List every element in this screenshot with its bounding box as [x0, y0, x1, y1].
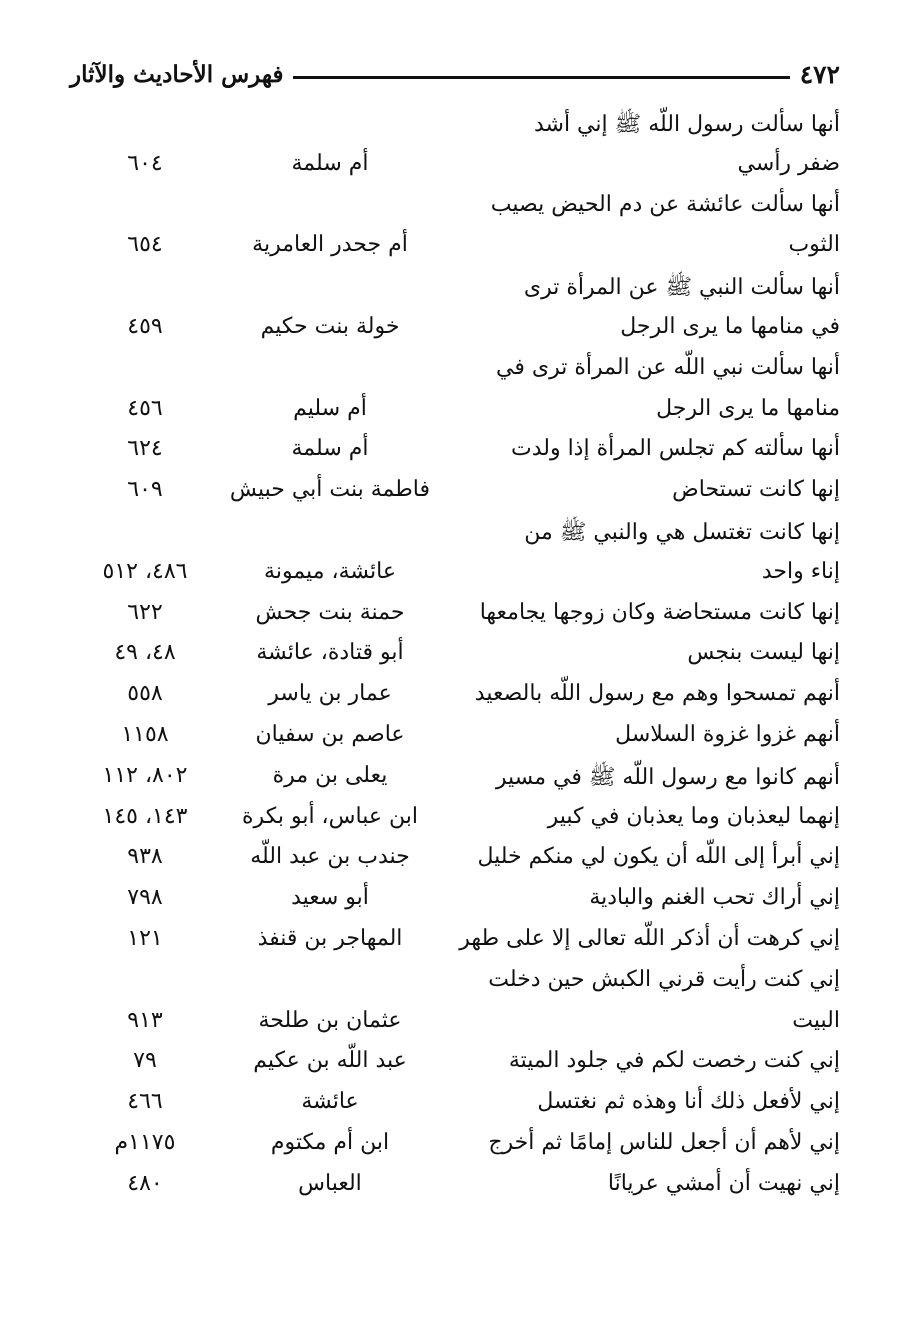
hadith-text: منامها ما يرى الرجل	[656, 395, 840, 421]
page-ref: ٤٨٠	[127, 1170, 163, 1196]
narrator: أم جحدر العامرية	[252, 232, 408, 258]
page-header	[70, 52, 840, 96]
hadith-text: أنها سألته كم تجلس المرأة إذا ولدت	[510, 436, 840, 462]
page-ref: ٥٥٨	[127, 681, 163, 707]
index-line	[70, 796, 840, 837]
hadith-text: أنها سألت النبي ﷺ عن المرأة ترى	[523, 275, 840, 301]
hadith-text: إنهما ليعذبان وما يعذبان في كبير	[547, 803, 840, 829]
narrator: خولة بنت حكيم	[260, 313, 400, 339]
hadith-text: أنهم تمسحوا وهم مع رسول اللّه بالصعيد	[474, 681, 840, 707]
narrator: المهاجر بن قنفذ	[257, 925, 403, 951]
index-line	[70, 551, 840, 592]
page-number: ٤٧٢	[799, 59, 840, 89]
page-ref: ٦٥٤	[127, 232, 163, 258]
index-line	[70, 1000, 840, 1041]
page-ref: ٩٣٨	[127, 844, 163, 870]
index-line	[70, 714, 840, 755]
page-ref: ٦٢٢	[127, 599, 163, 625]
narrator: عثمان بن طلحة	[258, 1007, 402, 1033]
hadith-text: أنها سألت نبي اللّه عن المرأة ترى في	[496, 354, 840, 380]
narrator: جندب بن عبد اللّه	[250, 844, 410, 870]
running-title: فهرس الأحاديث والآثار	[70, 60, 284, 88]
hadith-text: أنها سألت عائشة عن دم الحيض يصيب	[490, 191, 840, 217]
narrator: حمنة بنت جحش	[255, 599, 405, 625]
page-ref: ١١٥٨	[121, 721, 169, 747]
narrator: العباس	[298, 1170, 362, 1196]
page-ref: ٧٩٨	[127, 885, 163, 911]
hadith-text: إنها كانت تستحاض	[672, 477, 840, 503]
index-line	[70, 224, 840, 265]
narrator: أم سليم	[293, 395, 367, 421]
index-line	[70, 306, 840, 347]
hadith-text: الثوب	[788, 232, 840, 258]
narrator: ابن عباس، أبو بكرة	[242, 803, 418, 829]
hadith-text: إني أراك تحب الغنم والبادية	[589, 885, 840, 911]
narrator: أم سلمة	[291, 436, 369, 462]
narrator: أم سلمة	[291, 150, 369, 176]
index-line	[70, 1040, 840, 1081]
narrator: عاصم بن سفيان	[255, 721, 405, 747]
index-line	[70, 918, 840, 959]
index-line	[70, 265, 840, 306]
hadith-text: إناء واحد	[761, 558, 840, 584]
index-line	[70, 469, 840, 510]
page-ref: ٨٠٢، ١١٢	[102, 762, 188, 788]
page-ref: ٦٠٩	[127, 477, 163, 503]
page-ref: ٩١٣	[127, 1007, 163, 1033]
hadith-text: إنها ليست بنجس	[687, 640, 840, 666]
hadith-text: إني كرهت أن أذكر اللّه تعالى إلا على طهر	[459, 925, 840, 951]
index-line	[70, 510, 840, 551]
page-ref: ٤٨٦، ٥١٢	[102, 558, 188, 584]
index-line	[70, 632, 840, 673]
index-line	[70, 428, 840, 469]
page-ref: ١١٧٥م	[114, 1129, 176, 1155]
index-line	[70, 1081, 840, 1122]
narrator: عائشة، ميمونة	[264, 558, 396, 584]
narrator: أبو قتادة، عائشة	[256, 640, 404, 666]
index-line	[70, 1163, 840, 1204]
narrator: عائشة	[301, 1089, 359, 1115]
narrator: أبو سعيد	[291, 885, 369, 911]
index-line	[70, 959, 840, 1000]
narrator: ابن أم مكتوم	[270, 1129, 390, 1155]
index-line	[70, 347, 840, 388]
page-ref: ٦٠٤	[127, 150, 163, 176]
hadith-text: إني لأفعل ذلك أنا وهذه ثم نغتسل	[537, 1089, 840, 1115]
page-ref: ٤٥٦	[127, 395, 163, 421]
hadith-text: إني لأهم أن أجعل للناس إمامًا ثم أخرج	[488, 1129, 840, 1155]
index-line	[70, 592, 840, 633]
index-line	[70, 673, 840, 714]
hadith-index-list	[70, 102, 840, 1204]
hadith-text: البيت	[792, 1007, 840, 1033]
hadith-text: أنهم غزوا غزوة السلاسل	[615, 721, 840, 747]
hadith-text: ضفر رأسي	[737, 150, 840, 176]
index-line	[70, 1122, 840, 1163]
page-ref: ١٢١	[127, 925, 163, 951]
index-line	[70, 877, 840, 918]
page-ref: ٤٥٩	[127, 313, 163, 339]
header-rule	[293, 76, 789, 79]
page-ref: ١٤٣، ١٤٥	[102, 803, 188, 829]
index-line	[70, 184, 840, 225]
hadith-text: أنهم كانوا مع رسول اللّه ﷺ في مسير	[495, 764, 840, 790]
index-line	[70, 102, 840, 143]
page-ref: ٤٦٦	[127, 1089, 163, 1115]
hadith-text: في منامها ما يرى الرجل	[620, 313, 840, 339]
hadith-text: إني كنت رأيت قرني الكبش حين دخلت	[488, 966, 840, 992]
hadith-text: إنها كانت تغتسل هي والنبي ﷺ من	[524, 519, 840, 545]
index-line	[70, 143, 840, 184]
page-ref: ٧٩	[133, 1048, 157, 1074]
index-line	[70, 755, 840, 796]
index-line	[70, 388, 840, 429]
index-line	[70, 836, 840, 877]
narrator: عمار بن ياسر	[268, 681, 392, 707]
narrator: عبد اللّه بن عكيم	[253, 1048, 407, 1074]
page-ref: ٦٢٤	[127, 436, 163, 462]
hadith-text: إني نهيت أن أمشي عريانًا	[607, 1170, 840, 1196]
narrator: يعلى بن مرة	[272, 762, 388, 788]
hadith-text: إني كنت رخصت لكم في جلود الميتة	[508, 1048, 840, 1074]
narrator: فاطمة بنت أبي حبيش	[229, 477, 430, 503]
hadith-text: إني أبرأ إلى اللّه أن يكون لي منكم خليل	[477, 844, 840, 870]
hadith-text: إنها كانت مستحاضة وكان زوجها يجامعها	[479, 599, 840, 625]
page-ref: ٤٨، ٤٩	[114, 640, 176, 666]
hadith-text: أنها سألت رسول اللّه ﷺ إني أشد	[533, 112, 840, 137]
